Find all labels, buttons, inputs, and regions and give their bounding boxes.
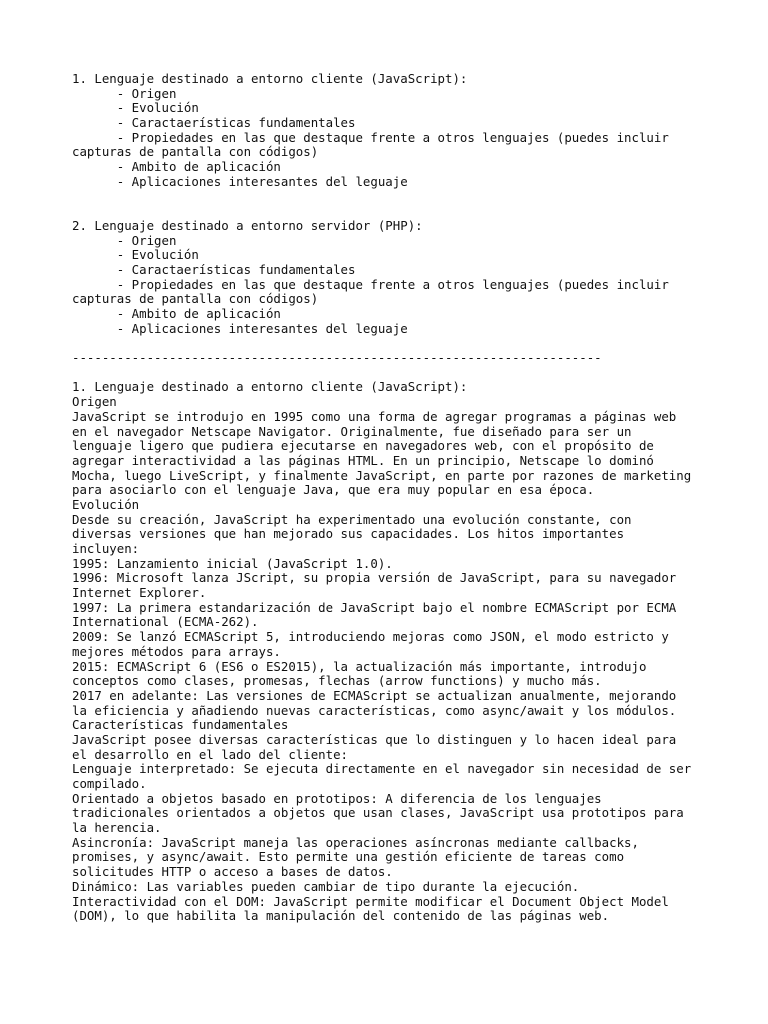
body-line: 2015: ECMAScript 6 (ES6 o ES2015), la actualización más importante, introdujo (72, 658, 647, 674)
outline-item: - Origen (72, 85, 177, 101)
body-line: Desde su creación, JavaScript ha experimentado una evolución constante, con (72, 511, 632, 527)
outline-item: capturas de pantalla con códigos) (72, 291, 319, 307)
document-page (72, 72, 712, 924)
section-heading: 1. Lenguaje destinado a entorno cliente (JavaScript): (72, 71, 468, 86)
body-line: (DOM), lo que habilita la manipulación del contenido de las páginas web. (72, 908, 610, 924)
spacer (72, 336, 712, 351)
body-line: la eficiencia y añadiendo nuevas características, como async/await y los módulos. (72, 702, 677, 718)
body-line: 2009: Se lanzó ECMAScript 5, introduciendo mejoras como JSON, el modo estricto y (72, 629, 669, 645)
spacer (72, 366, 712, 381)
body-line: agregar interactividad a las páginas HTML. En un principio, Netscape lo dominó (72, 452, 654, 468)
body-line: International (ECMA-262). (72, 614, 259, 630)
body-line: el desarrollo en el lado del cliente: (72, 746, 349, 762)
body-line: JavaScript posee diversas características que lo distinguen y lo hacen ideal para (72, 731, 677, 747)
section-heading: 2. Lenguaje destinado a entorno servidor (PHP): (72, 217, 423, 233)
outline-item: capturas de pantalla con códigos) (72, 144, 319, 160)
body-line: 1996: Microsoft lanza JScript, su propia versión de JavaScript, para su navegador (72, 570, 677, 586)
divider-line: ----------------------------------------------------------------------- (72, 350, 602, 366)
body-line: Interactividad con el DOM: JavaScript permite modificar el Document Object Model (72, 893, 669, 909)
body-line: 1. Lenguaje destinado a entorno cliente (JavaScript): (72, 379, 468, 395)
outline-item: - Propiedades en las que destaque frente a otros lenguajes (puedes incluir (72, 276, 669, 292)
body-line: mejores métodos para arrays. (72, 643, 281, 659)
outline-item: - Evolución (72, 247, 199, 263)
body-line: solicitudes HTTP o acceso a bases de datos. (72, 864, 393, 880)
outline-item: - Origen (72, 232, 177, 248)
body-line: Lenguaje interpretado: Se ejecuta directamente en el navegador sin necesidad de ser (72, 761, 692, 777)
body-line: Internet Explorer. (72, 585, 207, 601)
body-line: Origen (72, 394, 117, 410)
body-line: lenguaje ligero que pudiera ejecutarse en navegadores web, con el propósito de (72, 438, 654, 454)
body-line: Evolución (72, 496, 140, 512)
spacer (72, 190, 712, 205)
body-line: compilado. (72, 776, 147, 791)
body-line: 2017 en adelante: Las versiones de ECMAScript se actualizan anualmente, mejorando (72, 687, 677, 703)
body-line: en el navegador Netscape Navigator. Originalmente, fue diseñado para ser un (72, 423, 632, 439)
body-line: para asociarlo con el lenguaje Java, que era muy popular en esa época. (72, 482, 595, 498)
body-line: Asincronía: JavaScript maneja las operaciones asíncronas mediante callbacks, (72, 834, 639, 850)
outline-item: - Propiedades en las que destaque frente a otros lenguajes (puedes incluir (72, 129, 669, 145)
outline-section-1 (72, 72, 712, 190)
body-line: conceptos como clases, promesas, flechas (arrow functions) y mucho más. (72, 673, 602, 689)
body-line: tradicionales orientados a objetos que usan clases, JavaScript usa prototipos para (72, 805, 684, 821)
body-line: diversas versiones que han mejorado sus capacidades. Los hitos importantes (72, 526, 625, 542)
outline-item: - Aplicaciones interesantes del leguaje (72, 320, 408, 336)
body-line: Dinámico: Las variables pueden cambiar de tipo durante la ejecución. (72, 878, 580, 894)
outline-item: - Aplicaciones interesantes del leguaje (72, 173, 408, 189)
body-line: 1995: Lanzamiento inicial (JavaScript 1.0). (72, 555, 393, 571)
body-line: Características fundamentales (72, 717, 289, 733)
body-line: JavaScript se introdujo en 1995 como una forma de agregar programas a páginas web (72, 408, 677, 424)
body-line: la herencia. (72, 820, 162, 836)
outline-item: - Caractaerísticas fundamentales (72, 261, 356, 277)
body-line: Mocha, luego LiveScript, y finalmente JavaScript, en parte por razones de marketing (72, 467, 692, 483)
outline-item: - Ambito de aplicación (72, 159, 281, 175)
body-text (72, 380, 712, 923)
body-line: incluyen: (72, 541, 140, 556)
spacer (72, 204, 712, 219)
outline-item: - Caractaerísticas fundamentales (72, 115, 356, 131)
outline-item: - Evolución (72, 100, 199, 116)
outline-section-2 (72, 219, 712, 337)
body-line: promises, y async/await. Esto permite una gestión eficiente de tareas como (72, 849, 625, 865)
body-line: 1997: La primera estandarización de JavaScript bajo el nombre ECMAScript por ECMA (72, 599, 677, 615)
body-line: Orientado a objetos basado en prototipos: A diferencia de los lenguajes (72, 790, 602, 806)
outline-item: - Ambito de aplicación (72, 306, 281, 321)
